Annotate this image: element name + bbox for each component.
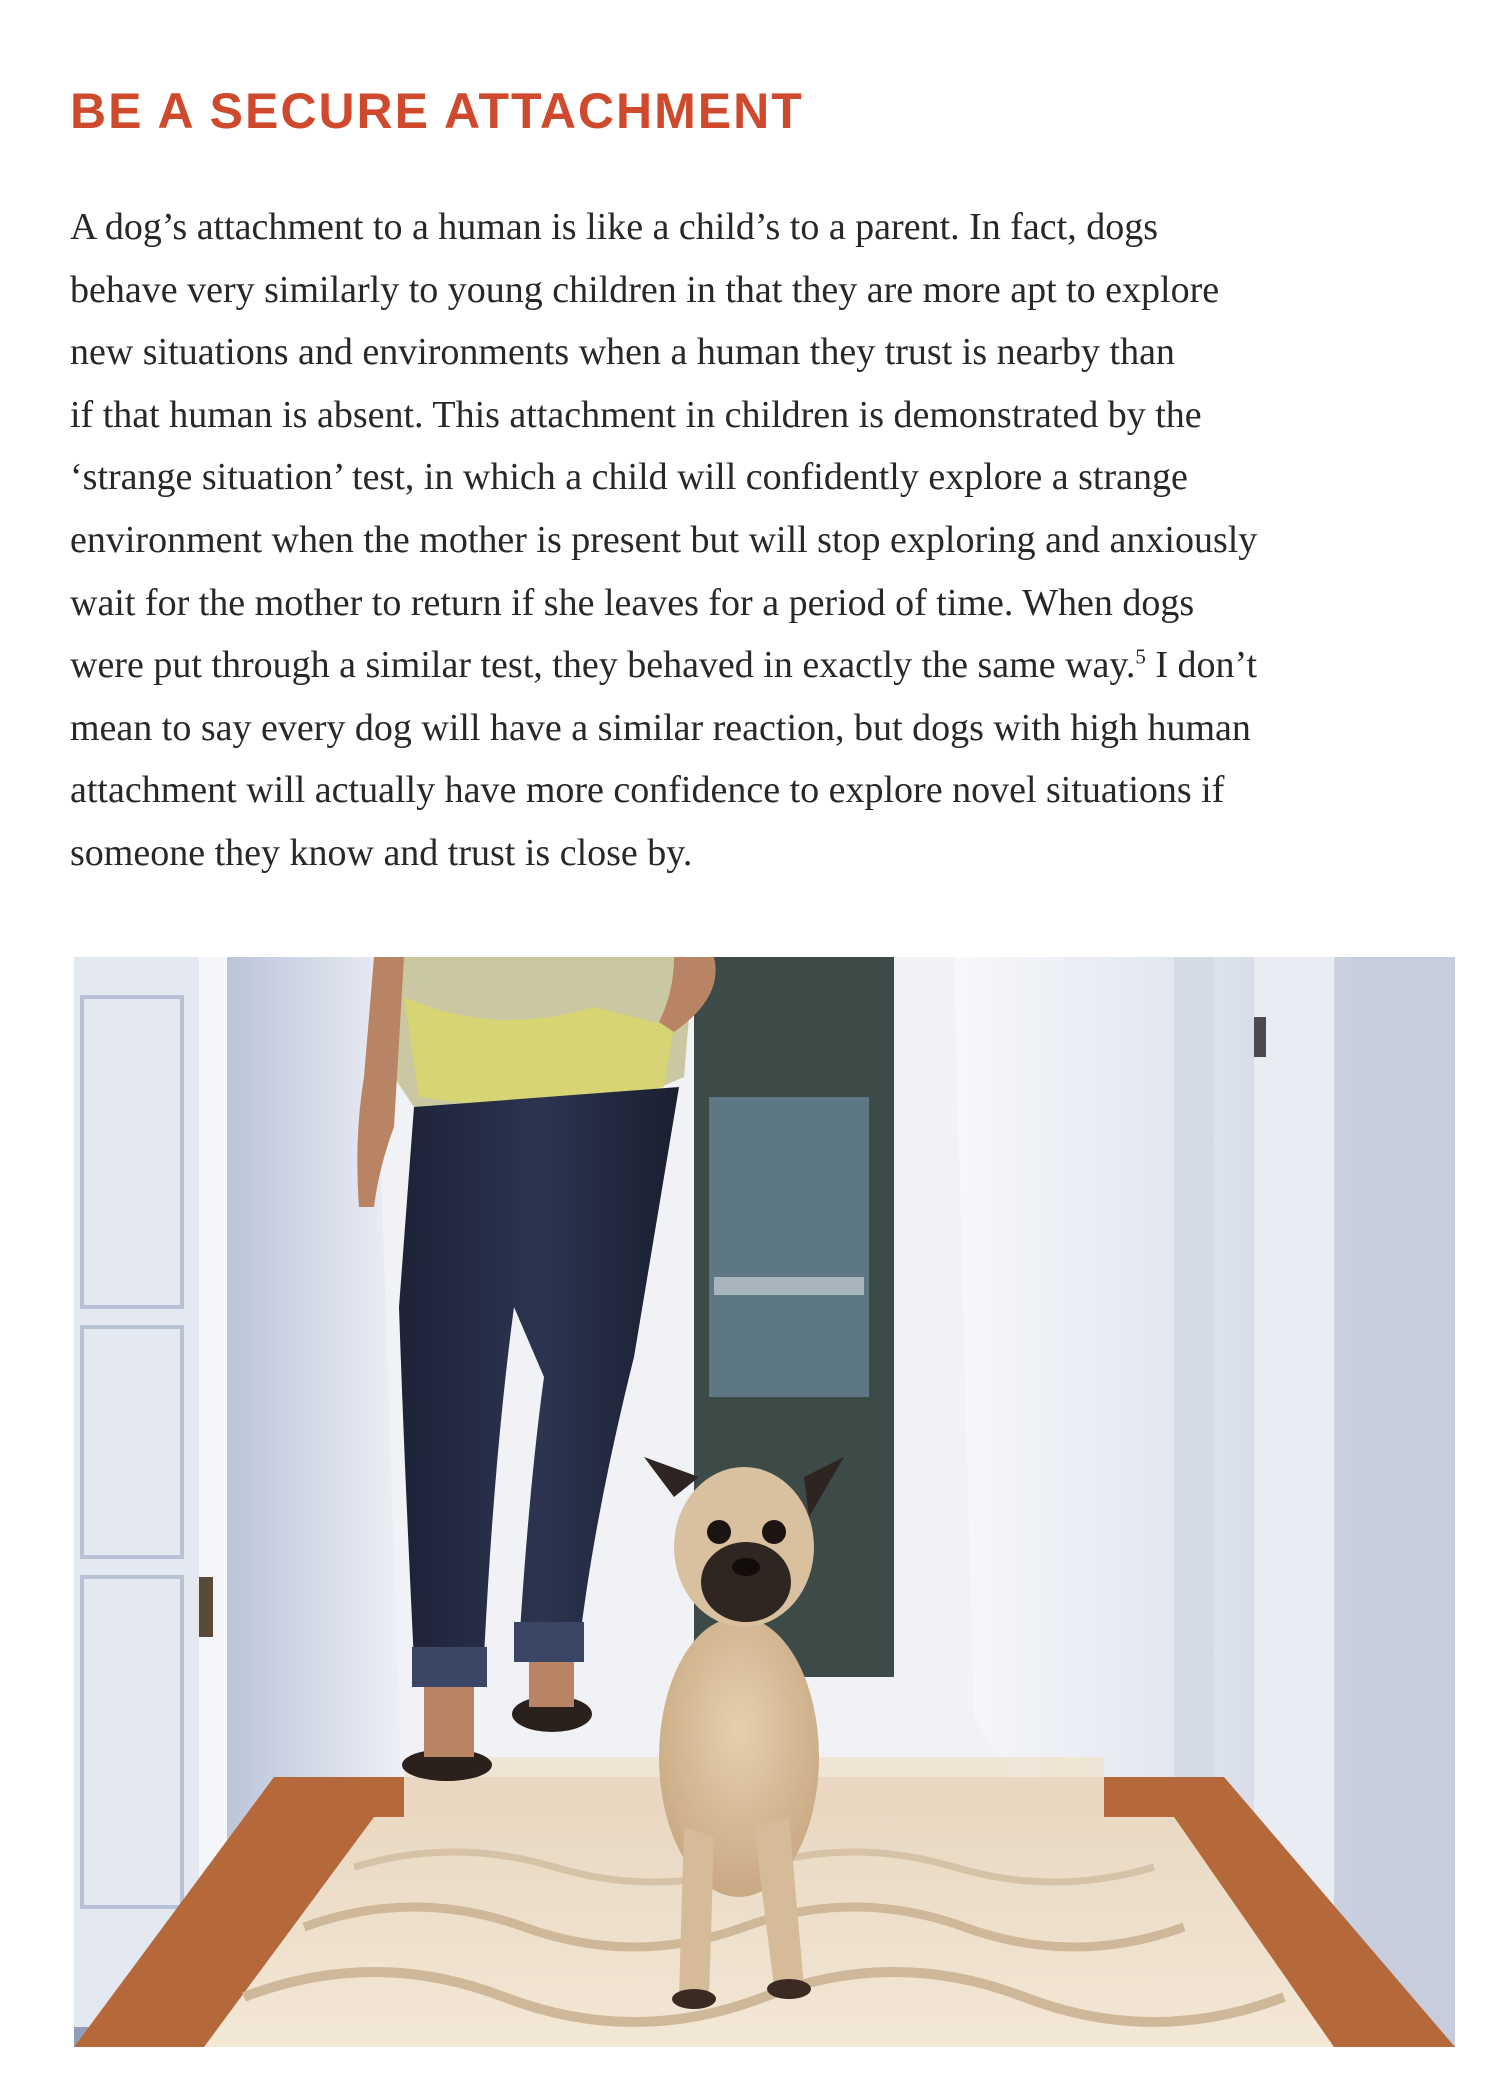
paragraph-line: [70, 634, 1450, 697]
left-cuff: [412, 1647, 487, 1687]
paragraph-text: were put through a similar test, they behaved in exactly the same way.: [70, 644, 1136, 687]
paragraph-line: someone they know and trust is close by.: [70, 831, 693, 874]
paragraph-line: mean to say every dog will have a similar reaction, but dogs with high human: [70, 706, 1251, 749]
section-heading: BE A SECURE ATTACHMENT: [70, 83, 804, 139]
right-cuff: [514, 1622, 584, 1662]
paragraph-line: wait for the mother to return if she leaves for a period of time. When dogs: [70, 581, 1195, 624]
photo-illustration: [74, 957, 1455, 2047]
paragraph-line: environment when the mother is present but will stop exploring and anxiously: [70, 518, 1258, 561]
footnote-reference[interactable]: 5: [1135, 644, 1146, 669]
paragraph-line: attachment will actually have more confidence to explore novel situations if: [70, 769, 1225, 812]
body-paragraph: [70, 196, 1450, 885]
left-door: [74, 957, 204, 2027]
paragraph-line: A dog’s attachment to a human is like a child’s to a parent. In fact, dogs: [70, 206, 1159, 248]
paragraph-line: behave very similarly to young children in that they are more apt to explore: [70, 268, 1220, 311]
pug-hallway-photo: [74, 957, 1455, 2047]
pug-muzzle: [701, 1542, 791, 1622]
paragraph-line: new situations and environments when a human they trust is nearby than: [70, 331, 1175, 374]
door-hinge: [199, 1577, 213, 1637]
paragraph-line: if that human is absent. This attachment in children is demonstrated by the: [70, 393, 1202, 436]
paragraph-line: ‘strange situation’ test, in which a child will confidently explore a strange: [70, 456, 1188, 499]
paragraph-text: I don’t: [1145, 644, 1258, 687]
